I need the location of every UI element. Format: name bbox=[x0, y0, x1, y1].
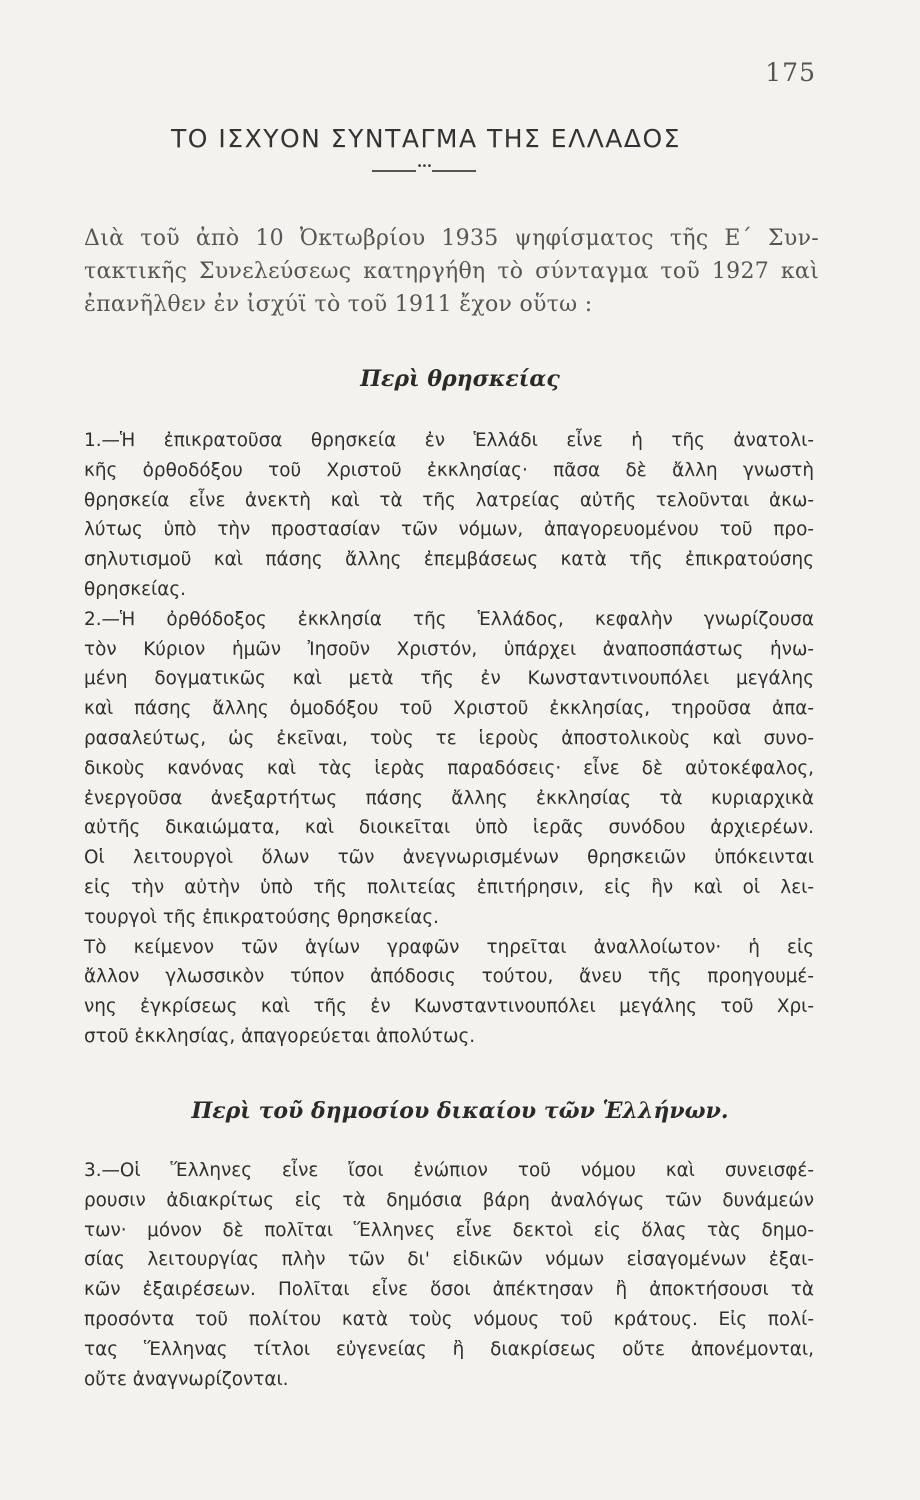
article-1-line: κῆς ὀρθοδόξου τοῦ Χριστοῦ ἐκκλησίας· πᾶσα δὲ ἄλλη γνωστὴ bbox=[84, 459, 814, 481]
article-2-line: ἄλλον γλωσσικὸν τύπον ἀπόδοσις τούτου, ἄνευ τῆς προηγουμέ- bbox=[84, 966, 814, 988]
page-title: ΤΟ ΙΣΧΥΟΝ ΣΥΝΤΑΓΜΑ ΤΗΣ ΕΛΛΑΔΟΣ bbox=[171, 124, 681, 153]
article-3-line: των· μόνον δὲ πολῖται Ἕλληνες εἶνε δεκτοὶ εἰς ὅλας τὰς δημο- bbox=[84, 1219, 814, 1241]
article-3-line: 3.—Οἱ Ἕλληνες εἶνε ἴσοι ἐνώπιον τοῦ νόμου καὶ συνεισφέ- bbox=[84, 1160, 814, 1181]
article-1-line: σηλυτισμοῦ καὶ πάσης ἄλλης ἐπεμβάσεως κατὰ τῆς ἐπικρατούσης bbox=[84, 549, 814, 571]
article-3-line: τας Ἕλληνας τίτλοι εὐγενείας ἢ διακρίσεως οὔτε ἀπονέμονται, bbox=[84, 1338, 814, 1360]
article-2-line: καὶ πάσης ἄλλης ὁμοδόξου τοῦ Χριστοῦ ἐκκλησίας, τηροῦσα ἀπα- bbox=[84, 698, 814, 720]
page-number: 175 bbox=[765, 58, 816, 87]
article-2-line: νης ἐγκρίσεως καὶ τῆς ἐν Κωνσταντινουπόλει μεγάλης τοῦ Χρι- bbox=[84, 996, 814, 1018]
article-2-line: Τὸ κείμενον τῶν ἁγίων γραφῶν τηρεῖται ἀναλλοίωτον· ἡ εἰς bbox=[84, 936, 814, 958]
section-heading-religion: Περὶ θρησκείας bbox=[360, 366, 560, 392]
article-2-line: τουργοὶ τῆς ἐπικρατούσης θρησκείας. bbox=[84, 906, 439, 928]
intro-line: Διὰ τοῦ ἀπὸ 10 Ὀκτωβρίου 1935 ψηφίσματος τῆς Ε΄ Συν- bbox=[84, 226, 819, 251]
section-religion-body bbox=[84, 426, 814, 1052]
article-2-line: στοῦ ἐκκλησίας, ἀπαγορεύεται ἀπολύτως. bbox=[84, 1025, 476, 1047]
article-2-line: εἰς τὴν αὐτὴν ὑπὸ τῆς πολιτείας ἐπιτήρησιν, εἰς ἣν καὶ οἱ λει- bbox=[84, 876, 814, 898]
article-1-line: λύτως ὑπὸ τὴν προστασίαν τῶν νόμων, ἀπαγορευομένου τοῦ προ- bbox=[84, 519, 814, 541]
article-3-line: κῶν ἐξαιρέσεων. Πολῖται εἶνε ὅσοι ἀπέκτησαν ἢ ἀποκτήσουσι τὰ bbox=[84, 1279, 814, 1301]
article-2-line: ἐνεργοῦσα ἀνεξαρτήτως πάσης ἄλλης ἐκκλησίας τὰ κυριαρχικὰ bbox=[84, 787, 814, 809]
article-3-line: οὔτε ἀναγνωρίζονται. bbox=[84, 1368, 289, 1390]
section-heading-public-law: Περὶ τοῦ δημοσίου δικαίου τῶν Ἑλλήνων. bbox=[191, 1098, 729, 1124]
ornament-dots: ••• bbox=[416, 161, 432, 172]
article-3-line: προσόντα τοῦ πολίτου κατὰ τοὺς νόμους τοῦ κράτους. Εἰς πολί- bbox=[84, 1308, 814, 1330]
intro-paragraph bbox=[84, 222, 819, 321]
ornament-rule-right bbox=[432, 170, 476, 172]
article-2-line: ρασαλεύτως, ὡς ἐκεῖναι, τοὺς τε ἱεροὺς ἀποστολικοὺς καὶ συνο- bbox=[84, 727, 814, 749]
intro-line: ἐπανῆλθεν ἐν ἰσχύϊ τὸ τοῦ 1911 ἔχον οὕτω : bbox=[84, 292, 593, 317]
article-2-line: δικοὺς κανόνας καὶ τὰς ἱερὰς παραδόσεις· εἶνε δὲ αὐτοκέφαλος, bbox=[84, 757, 814, 779]
article-2-line: 2.—Ἡ ὀρθόδοξος ἐκκλησία τῆς Ἑλλάδος, κεφαλὴν γνωρίζουσα bbox=[84, 608, 814, 630]
title-ornament bbox=[372, 161, 476, 176]
ornament-rule-left bbox=[372, 170, 416, 172]
article-3-line: ρουσιν ἀδιακρίτως εἰς τὰ δημόσια βάρη ἀναλόγως τῶν δυνάμεών bbox=[84, 1189, 814, 1211]
article-1-line: 1.—Ἡ ἐπικρατοῦσα θρησκεία ἐν Ἑλλάδι εἶνε ἡ τῆς ἀνατολι- bbox=[84, 430, 814, 451]
article-3-line: σίας λειτουργίας πλὴν τῶν δι' εἰδικῶν νόμων εἰσαγομένων ἐξαι- bbox=[84, 1249, 814, 1271]
article-1-line: θρησκείας. bbox=[84, 578, 187, 600]
article-2-line: Οἱ λειτουργοὶ ὅλων τῶν ἀνεγνωρισμένων θρησκειῶν ὑπόκεινται bbox=[84, 847, 814, 869]
article-1-line: θρησκεία εἶνε ἀνεκτὴ καὶ τὰ τῆς λατρείας αὐτῆς τελοῦνται ἀκω- bbox=[84, 489, 814, 511]
article-2-line: τὸν Κύριον ἡμῶν Ἰησοῦν Χριστόν, ὑπάρχει ἀναποσπάστως ἡνω- bbox=[84, 638, 814, 660]
intro-line: τακτικῆς Συνελεύσεως κατηργήθη τὸ σύνταγμα τοῦ 1927 καὶ bbox=[84, 259, 819, 284]
section-public-law-body bbox=[84, 1156, 814, 1394]
article-2-line: αὐτῆς δικαιώματα, καὶ διοικεῖται ὑπὸ ἱερᾶς συνόδου ἀρχιερέων. bbox=[84, 817, 814, 839]
article-2-line: μένη δογματικῶς καὶ μετὰ τῆς ἐν Κωνσταντινουπόλει μεγάλης bbox=[84, 668, 814, 690]
